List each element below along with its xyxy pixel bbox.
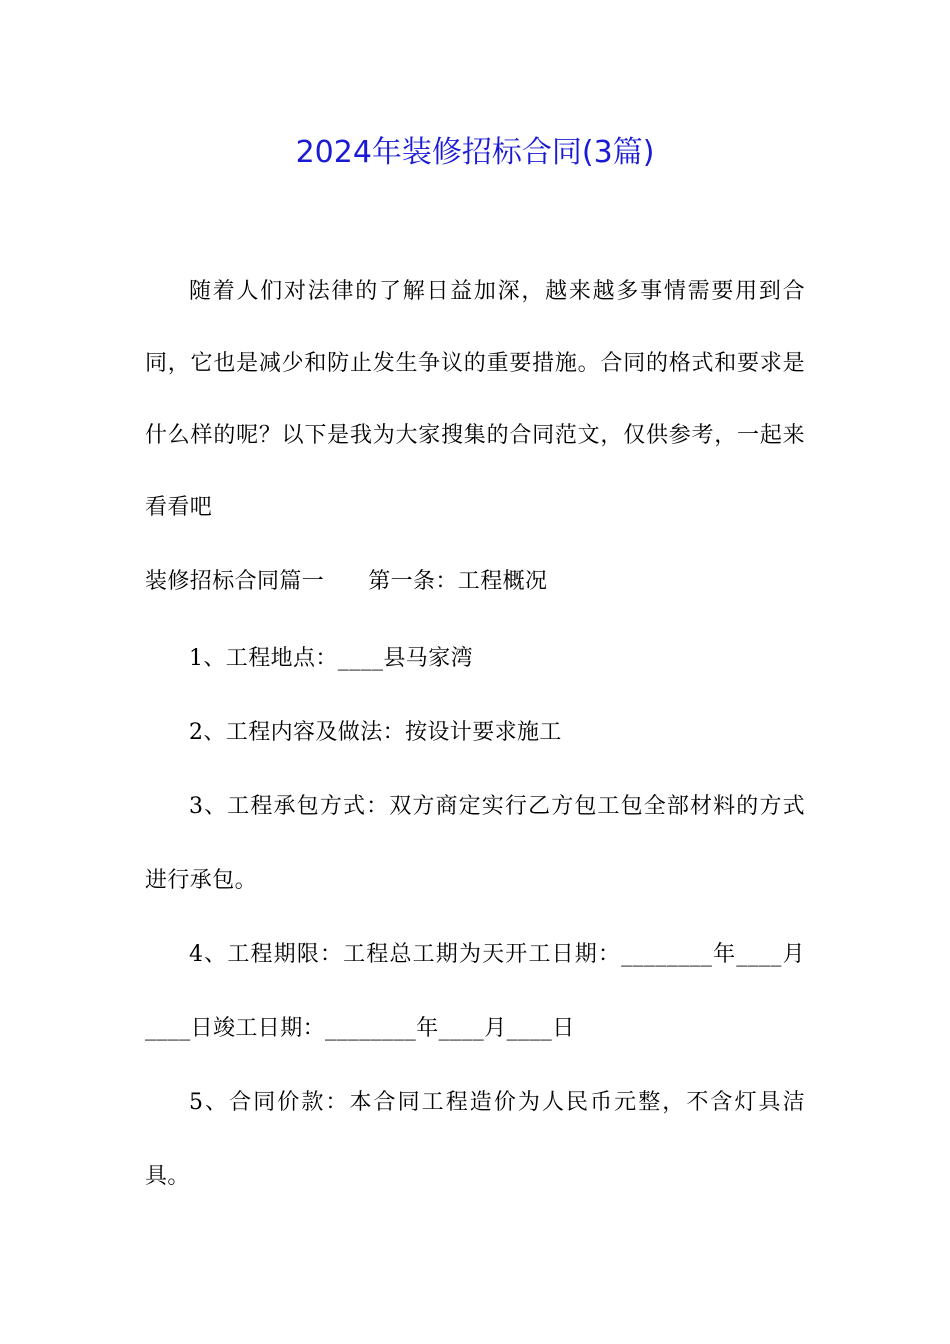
list-item: 4、工程期限：工程总工期为天开工日期：________年____月____日竣工日期：________年____月____日 bbox=[145, 942, 805, 1041]
list-item: 2、工程内容及做法：按设计要求施工 bbox=[189, 720, 562, 745]
intro-paragraph: 随着人们对法律的了解日益加深，越来越多事情需要用到合同，它也是减少和防止发生争议的重要措施。合同的格式和要求是什么样的呢？以下是我为大家搜集的合同范文，仅供参考，一起来看看吧 bbox=[145, 279, 805, 520]
list-item: 5、合同价款：本合同工程造价为人民币元整，不含灯具洁具。 bbox=[145, 1090, 805, 1189]
document-title: 2024年装修招标合同(3篇) bbox=[295, 135, 655, 170]
list-item: 1、工程地点：____县马家湾 bbox=[189, 646, 473, 671]
section-heading: 装修招标合同篇一 bbox=[145, 569, 325, 594]
list-item: 3、工程承包方式：双方商定实行乙方包工包全部材料的方式进行承包。 bbox=[145, 794, 805, 893]
article-heading: 第一条：工程概况 bbox=[368, 569, 548, 594]
section-heading-line bbox=[145, 546, 805, 618]
